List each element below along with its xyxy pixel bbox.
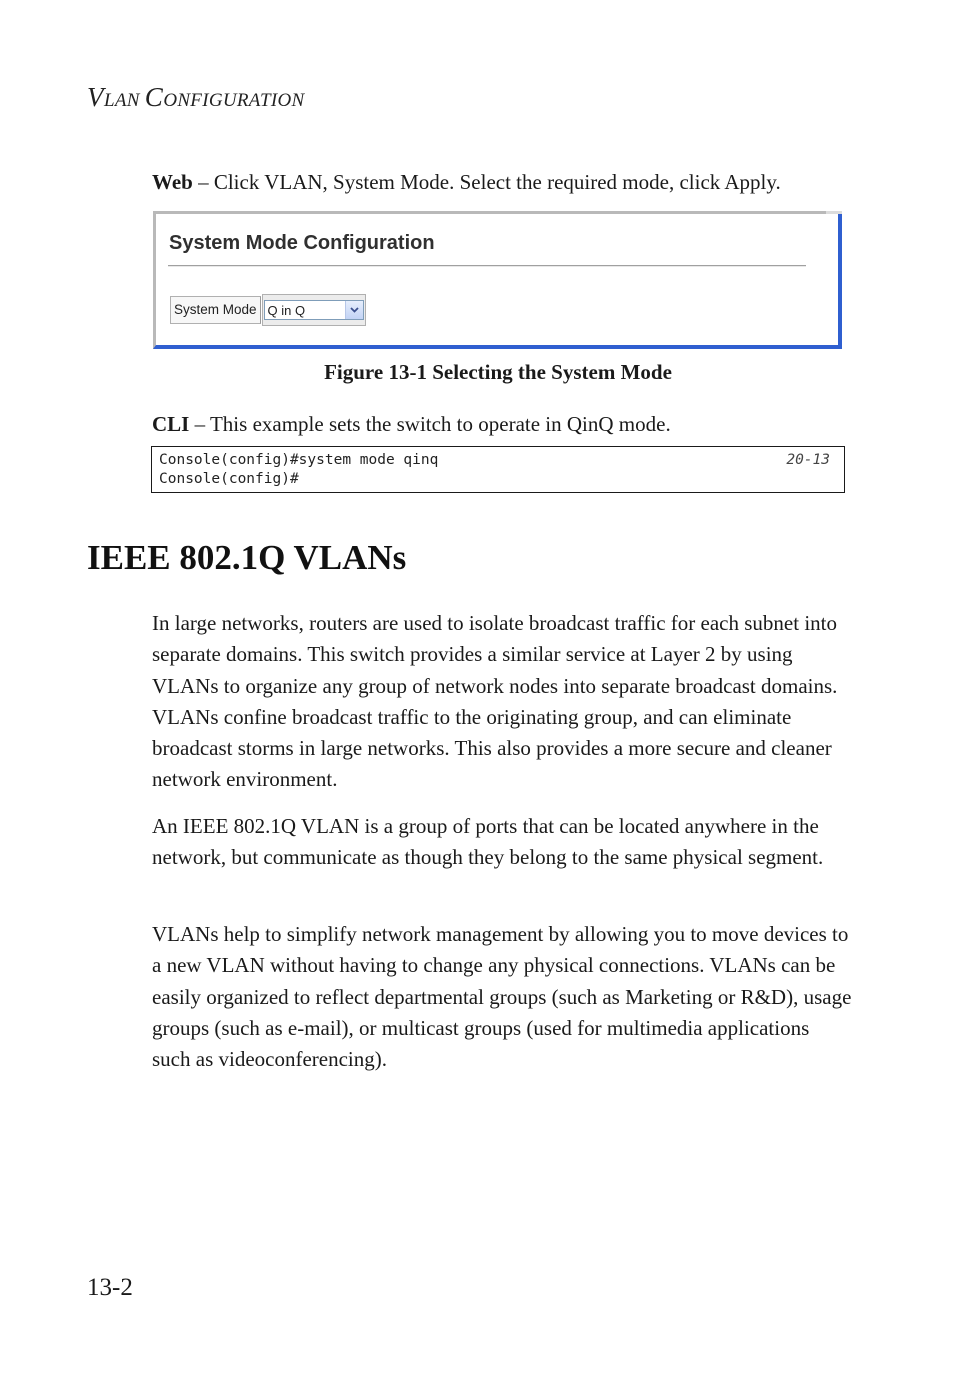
running-header-lan: LAN <box>104 90 145 111</box>
code-line-2: Console(config)# <box>159 471 299 487</box>
section-heading: IEEE 802.1Q VLANs <box>87 538 407 577</box>
code-line-1: Console(config)#system mode qinq <box>159 452 439 468</box>
body-paragraph-3: VLANs help to simplify network management by allowing you to move devices to a new VLAN without having to change any physical connections. VLANs can be easily organized to reflect departmental groups (such as Marketing or R&D), usage groups (such as e-mail), or multicast groups (used for multimedia applications such as videoconferencing). <box>152 922 852 1072</box>
chevron-down-glyph <box>350 307 359 313</box>
web-text: – Click VLAN, System Mode. Select the required mode, click Apply. <box>192 170 781 194</box>
panel-corner <box>826 211 842 214</box>
cli-label: CLI <box>152 412 190 436</box>
panel-title: System Mode Configuration <box>169 232 435 254</box>
web-label: Web <box>152 170 193 194</box>
system-mode-row <box>170 295 366 325</box>
body-paragraph-1: In large networks, routers are used to isolate broadcast traffic for each subnet into separate domains. This switch provides a similar service at Layer 2 by using VLANs to organize any group of network nodes into separate broadcast domains. VLANs confine broadcast traffic to the originating group, and can eliminate broadcast storms in large networks. This also provides a more secure and cleaner network environment. <box>152 611 838 792</box>
system-mode-select-frame <box>262 294 366 326</box>
web-instruction <box>152 167 852 198</box>
panel-divider <box>168 265 806 267</box>
running-header-rest: ONFIGURATION <box>163 90 305 111</box>
page-number: 13-2 <box>87 1274 133 1301</box>
figure-caption: Figure 13-1 Selecting the System Mode <box>324 360 672 384</box>
running-header <box>87 82 304 113</box>
system-mode-value: Q in Q <box>267 303 306 318</box>
chevron-down-icon[interactable] <box>345 301 363 319</box>
cli-text: – This example sets the switch to operate in QinQ mode. <box>189 412 671 436</box>
body-paragraph-2: An IEEE 802.1Q VLAN is a group of ports that can be located anywhere in the network, but communicate as though they belong to the same physical segment. <box>152 814 824 870</box>
system-mode-screenshot <box>153 211 842 349</box>
code-reference: 20-13 <box>786 452 830 468</box>
cli-instruction <box>152 409 852 440</box>
running-header-v: V <box>87 82 104 112</box>
system-mode-select[interactable] <box>264 300 364 320</box>
system-mode-label: System Mode <box>170 296 261 324</box>
running-header-c: C <box>144 82 164 112</box>
code-example <box>151 446 845 493</box>
